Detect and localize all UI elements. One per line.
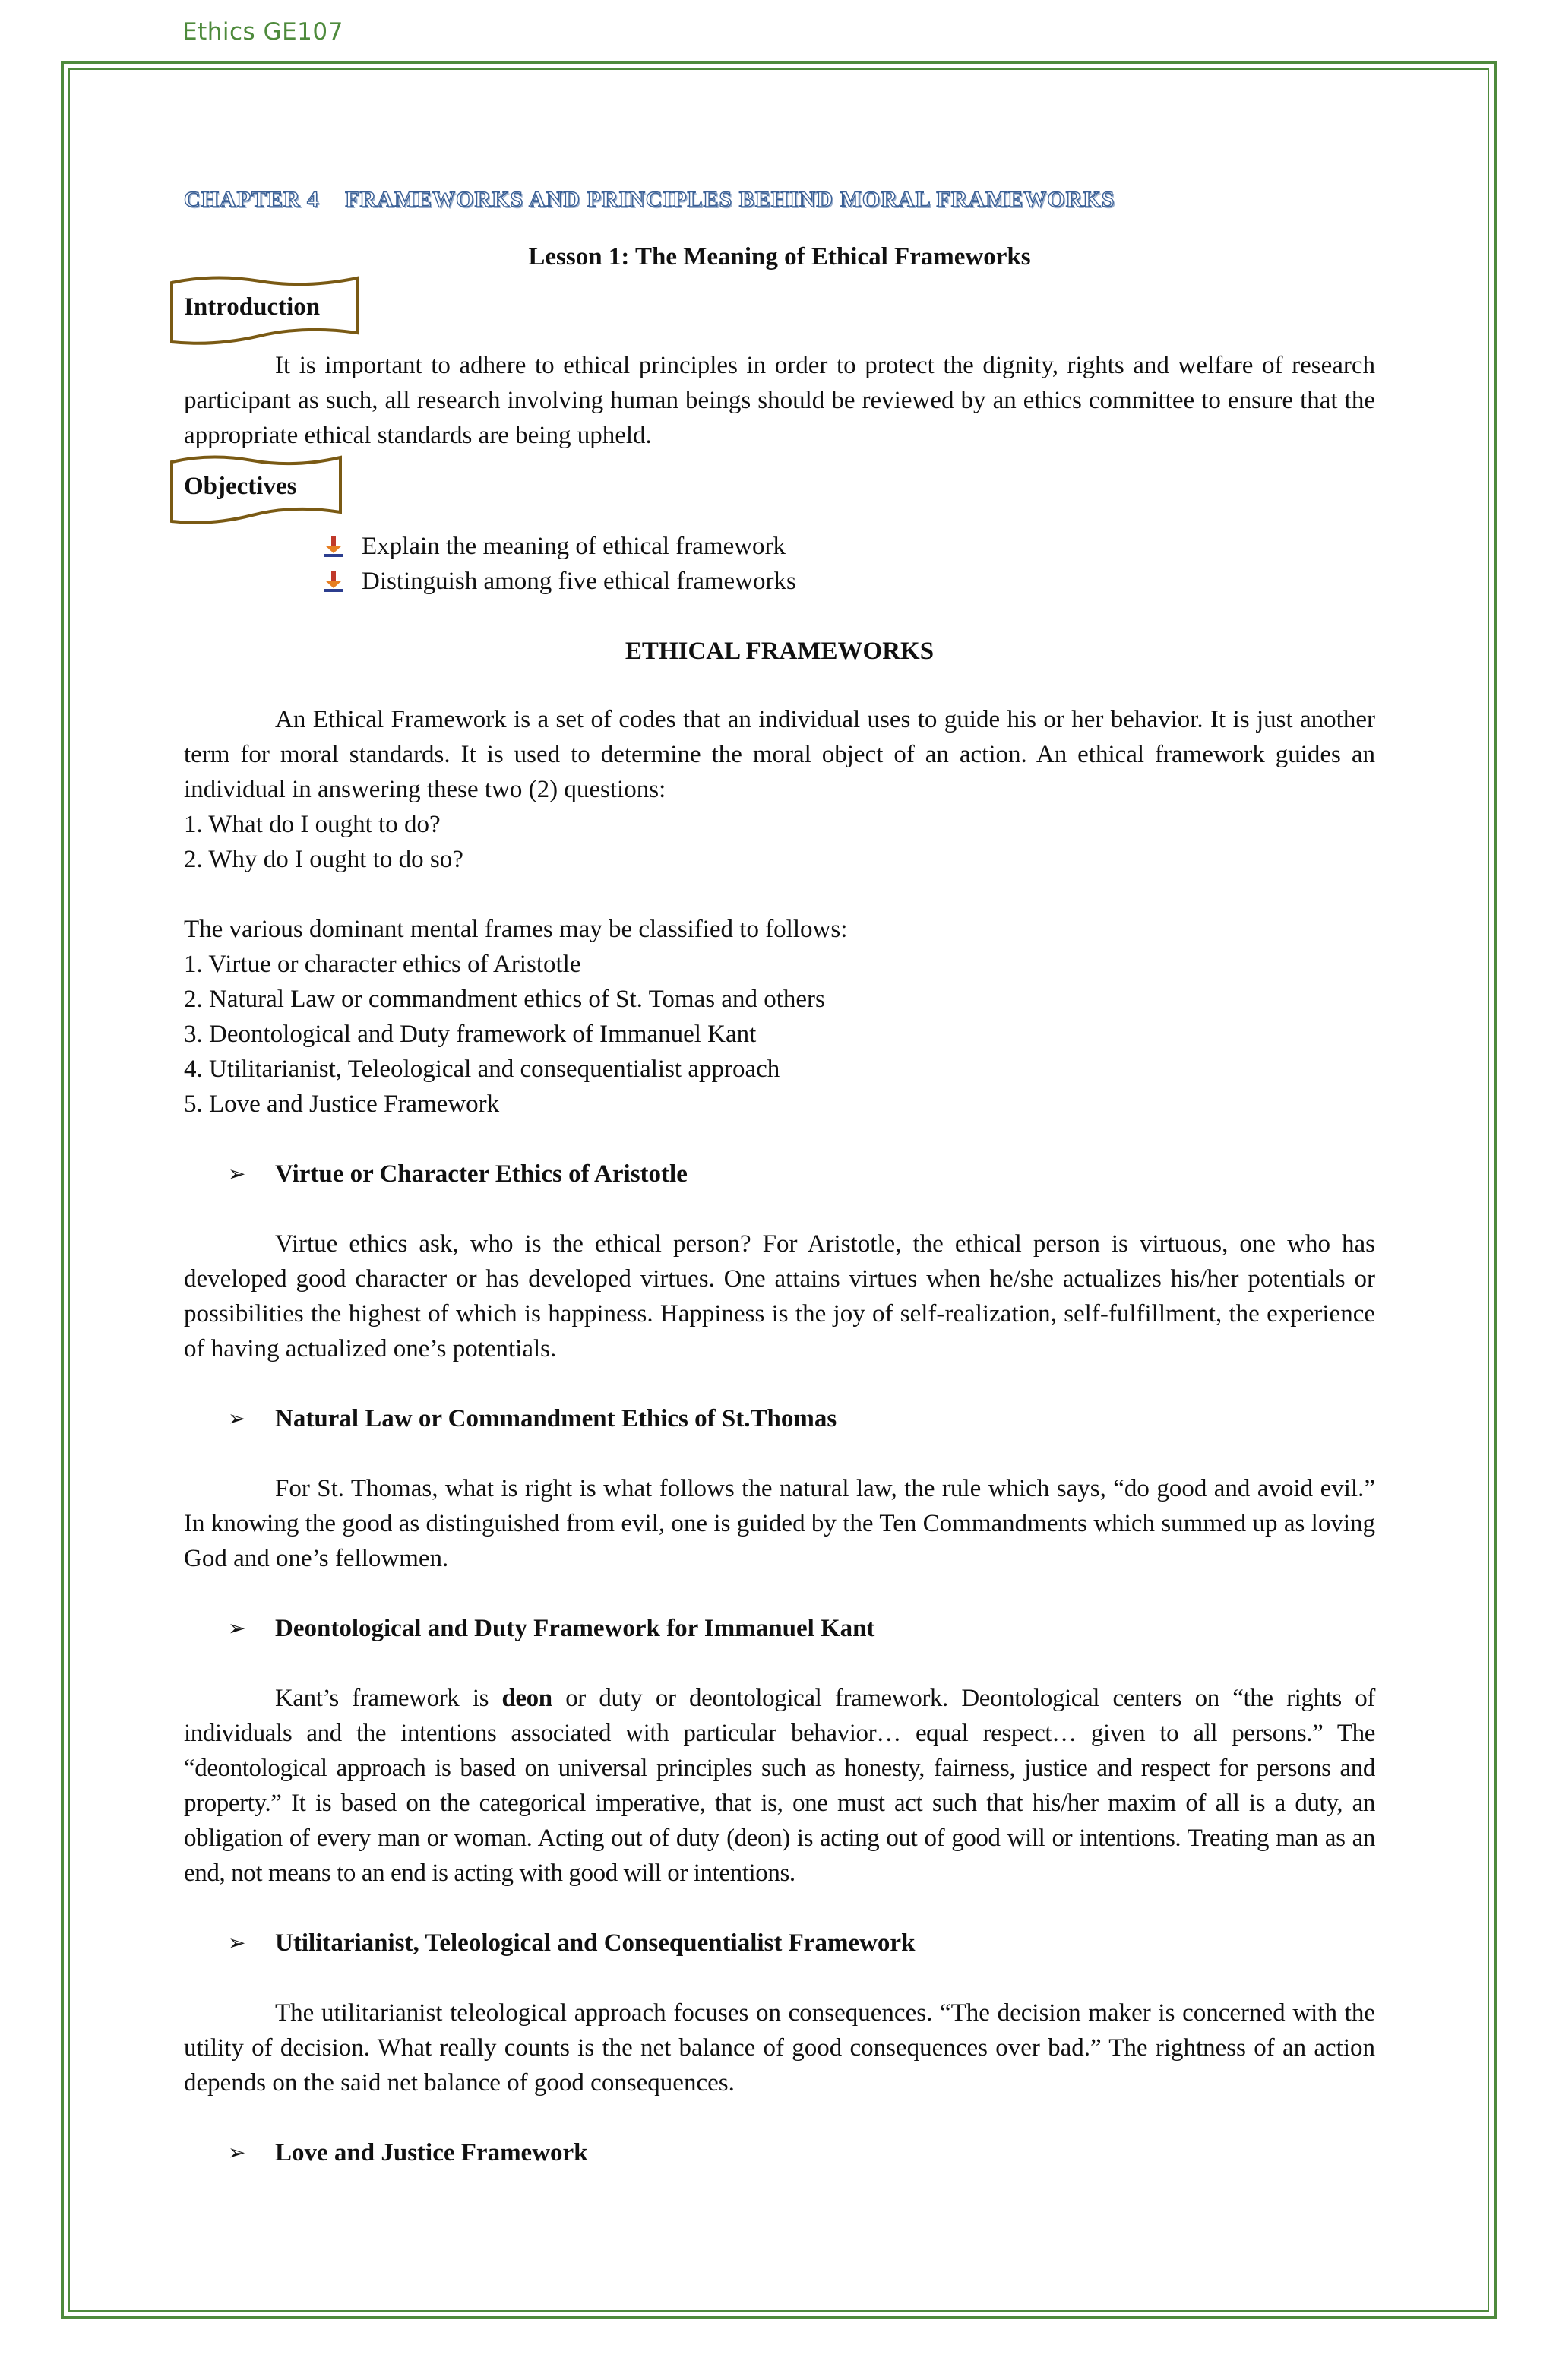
chapter-name: FRAMEWORKS AND PRINCIPLES BEHIND MORAL FRAMEWORKS [345,187,1115,212]
section-heading-text: Natural Law or Commandment Ethics of St.Thomas [275,1405,837,1432]
section-heading-text: Utilitarianist, Teleological and Consequentialist Framework [275,1929,916,1957]
section-heading-text: Deontological and Duty Framework for Immanuel Kant [275,1615,875,1642]
ethical-frameworks-heading: ETHICAL FRAMEWORKS [625,638,935,665]
chapter-title [184,182,1375,217]
chevron-right-icon: ➢ [228,2140,246,2165]
section-text-utilitarian: The utilitarianist teleological approach focuses on consequences. “The decision maker is concerned with the utility of decision. What really counts is the net balance of good consequences over bad.” The rightness of an action depends on the said net balance of good consequences. [184,1999,1375,2097]
introduction-label [169,272,360,351]
section-heading-text: Love and Justice Framework [275,2139,588,2166]
arrow-down-bullet-icon [322,535,345,558]
objective-text: Distinguish among five ethical frameworks [362,568,796,595]
introduction-text: It is important to adhere to ethical principles in order to protect the dignity, rights and welfare of research participant as such, all research involving human beings should be reviewed by an ethics committee to ensure that the appropriate ethical standards are being upheld. [184,352,1375,449]
framework-list-item: 2. Natural Law or commandment ethics of St. Tomas and others [184,986,825,1013]
section-text-virtue: Virtue ethics ask, who is the ethical person? For Aristotle, the ethical person is virtuous, one who has developed good character or has developed virtues. One attains virtues when he/she actualizes his/her potentials or possibilities the highest of which is happiness. Happiness is the joy of self-realization, self-fulfillment, the experience of having actualized one’s potentials. [184,1230,1375,1362]
arrow-down-bullet-icon [322,570,345,593]
section-heading-utilitarian [228,1926,915,1961]
chevron-right-icon: ➢ [228,1930,246,1955]
question-item: 2. Why do I ought to do so? [184,846,463,873]
section-text-natural-law: For St. Thomas, what is right is what follows the natural law, the rule which says, “do good and avoid evil.” In knowing the good as distinguished from evil, one is guided by the Ten Commandments which summed up as loving God and one’s fellowmen. [184,1475,1375,1572]
section-heading-love-justice [228,2135,588,2170]
question-item: 1. What do I ought to do? [184,811,441,838]
chapter-number: CHAPTER 4 [184,187,320,212]
objective-item [322,529,786,564]
section-heading-virtue [228,1157,688,1192]
introduction-label-text: Introduction [184,293,321,321]
framework-list-item: 5. Love and Justice Framework [184,1090,500,1118]
objectives-label [169,451,343,530]
chevron-right-icon: ➢ [228,1616,246,1641]
ethical-frameworks-paragraph: An Ethical Framework is a set of codes that an individual uses to guide his or her behavior. It is just another term for moral standards. It is used to determine the moral object of an action. An ethical framework guides an individual in answering these two (2) questions: [184,706,1375,803]
header-title: Ethics GE107 [182,18,343,46]
deon-text-pre: Kant’s framework is [275,1685,502,1712]
objective-text: Explain the meaning of ethical framework [362,533,786,560]
deon-text-post: or duty or deontological framework. Deontological centers on “the rights of individuals and the intentions associated with particular behavior… equal respect… given to all persons.” The “deontological approach is based on universal principles such as honesty, fairness, justice and respect for persons and property.” It is based on the categorical imperative, that is, one must act such that his/her maxim of all is a duty, an obligation of every man or woman. Acting out of duty (deon) is acting out of good will or intentions. Treating man as an end, not means to an end is acting with good will or intentions. [184,1685,1375,1887]
framework-list-item: 3. Deontological and Duty framework of Immanuel Kant [184,1021,757,1048]
objective-item [322,564,796,599]
objectives-label-text: Objectives [184,473,297,500]
chevron-right-icon: ➢ [228,1161,246,1186]
section-heading-deontological [228,1611,875,1646]
framework-list-item: 1. Virtue or character ethics of Aristotle [184,951,581,978]
chevron-right-icon: ➢ [228,1406,246,1431]
classify-intro: The various dominant mental frames may be classified to follows: [184,916,848,943]
section-text-deontological [184,1681,1375,1891]
framework-list-item: 4. Utilitarianist, Teleological and consequentialist approach [184,1055,780,1083]
lesson-title: Lesson 1: The Meaning of Ethical Frameworks [528,243,1031,271]
deon-text-bold: deon [501,1685,552,1712]
section-heading-natural-law [228,1401,837,1436]
section-heading-text: Virtue or Character Ethics of Aristotle [275,1160,688,1188]
